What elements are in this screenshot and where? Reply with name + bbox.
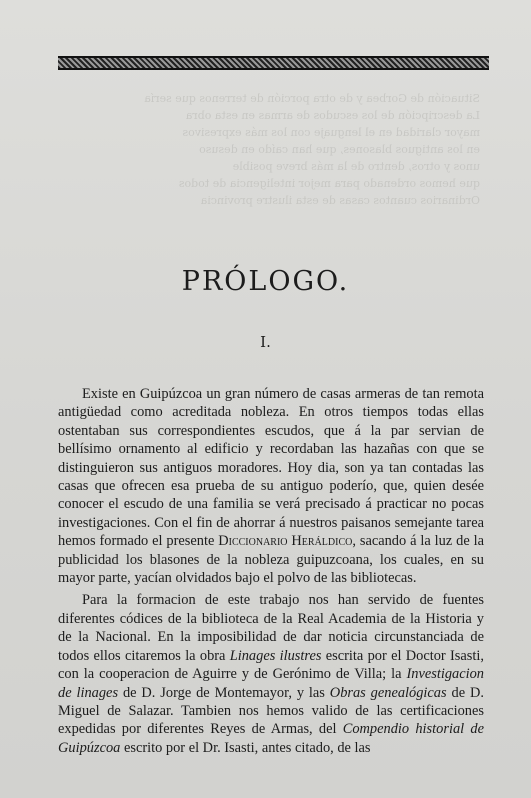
bleed-line: mayor claridad en el lenguaje con los más expresivos	[182, 126, 480, 139]
small-caps-title: Diccionario Heráldico	[218, 533, 353, 550]
paragraph-1	[58, 385, 484, 587]
italic-title: Obras genealógicas	[329, 684, 447, 701]
decorative-header-border	[58, 56, 489, 70]
text-run: escrita por el Doctor Isasti, con la cooperacion de Aguirre y de Gerónimo de Villa; la	[58, 647, 484, 683]
text-run: de D. Jorge de Montemayor, y las	[118, 684, 330, 701]
text-run: Para la formacion de este trabajo nos han servido de fuentes diferentes códices de la biblioteca de la Real Academia de la Historia y de la Nacional. En la imposibilidad de dar noticia circunstanciada de todos ellos citaremos la obra	[58, 592, 484, 664]
bleed-through-text	[60, 90, 480, 209]
text-run: escrito por el Dr. Isasti, antes citado, de las	[120, 739, 371, 756]
bleed-line: Situación de Gorbea y de otra porción de terrenos que sería	[144, 92, 480, 105]
bleed-line: unos y otros, dentro de la más breve posible	[232, 160, 480, 173]
text-run: Existe en Guipúzcoa un gran número de casas armeras de tan remota antigüedad como acreditada nobleza. En otros tiempos todas ellas ostentaban sus correspondientes escudos, que á la par servian de bellísimo ornamento al edificio y recordaban las hazañas con que se distinguieron sus antiguos moradores. Hoy dia, son ya tan contadas las casas que ofrecen esa prueba de su antiguo poderío, que, quien desée conocer el escudo de una familia se verá precisado á practicar no pocas investigaciones. Con el fin de ahorrar á nuestros paisanos semejante tarea hemos formado el presente	[58, 386, 484, 550]
paragraph-2	[58, 591, 484, 757]
bleed-line: Ordinarios cuantos casas de esta ilustre provincia	[200, 194, 480, 207]
italic-title: Investigacion de linages	[58, 666, 484, 701]
page-title: PRÓLOGO.	[181, 266, 350, 298]
italic-title: Compendio historial de Guipúzcoa	[58, 721, 484, 756]
section-number: I.	[260, 333, 271, 351]
bleed-line: en los antiguos blasones, que han caído en desuso	[199, 143, 480, 156]
text-run: de D. Miguel de Salazar. Tambien nos hemos valido de las certificaciones expedidas por diferentes Reyes de Armas, del	[58, 684, 484, 738]
body-text	[58, 385, 484, 761]
text-run: , sacando á la luz de la publicidad los blasones de la nobleza guipuzcoana, los cuales, en su mayor parte, yacían olvidados bajo el polvo de las bibliotecas.	[58, 533, 484, 587]
bleed-line: La descripción de los escudos de armas en esta obra	[185, 109, 480, 122]
italic-title: Linages ilustres	[229, 647, 322, 664]
bleed-line: que hemos ordenado para mejor inteligencia de todos	[178, 177, 480, 190]
